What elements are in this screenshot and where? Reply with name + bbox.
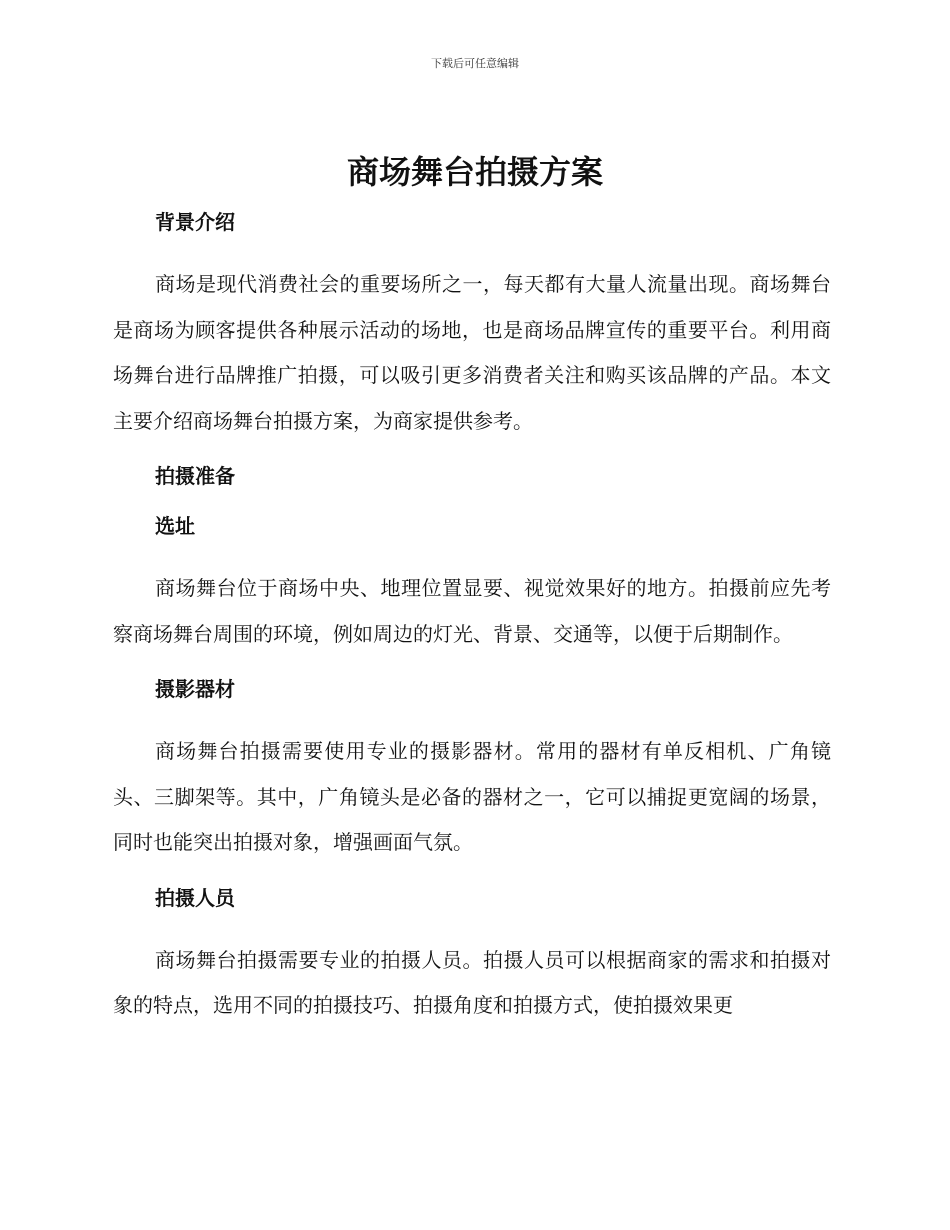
document-title: 商场舞台拍摄方案 bbox=[346, 153, 603, 191]
section-heading-staff: 拍摄人员 bbox=[155, 885, 235, 910]
paragraph-background: 商场是现代消费社会的重要场所之一，每天都有大量人流量出现。商场舞台是商场为顾客提供各种展示活动的场地，也是商场品牌宣传的重要平台。利用商场舞台进行品牌推广拍摄，可以吸引更多消费者关注和购买该品牌的产品。本文主要介绍商场舞台拍摄方案，为商家提供参考。 bbox=[113, 272, 831, 433]
paragraph-location: 商场舞台位于商场中央、地理位置显要、视觉效果好的地方。拍摄前应先考察商场舞台周围的环境，例如周边的灯光、背景、交通等，以便于后期制作。 bbox=[113, 576, 831, 646]
section-heading-background: 背景介绍 bbox=[155, 210, 235, 234]
section-heading-location: 选址 bbox=[155, 514, 195, 538]
paragraph-equipment: 商场舞台拍摄需要使用专业的摄影器材。常用的器材有单反相机、广角镜头、三脚架等。其中，广角镜头是必备的器材之一，它可以捕捉更宽阔的场景，同时也能突出拍摄对象，增强画面气氛。 bbox=[113, 739, 831, 854]
document-body bbox=[113, 204, 831, 1029]
header-note: 下载后可任意编辑 bbox=[431, 57, 519, 70]
section-heading-preparation: 拍摄准备 bbox=[155, 464, 235, 488]
section-heading-equipment: 摄影器材 bbox=[155, 677, 235, 701]
paragraph-staff: 商场舞台拍摄需要专业的拍摄人员。拍摄人员可以根据商家的需求和拍摄对象的特点，选用不同的拍摄技巧、拍摄角度和拍摄方式，使拍摄效果更 bbox=[113, 947, 831, 1017]
